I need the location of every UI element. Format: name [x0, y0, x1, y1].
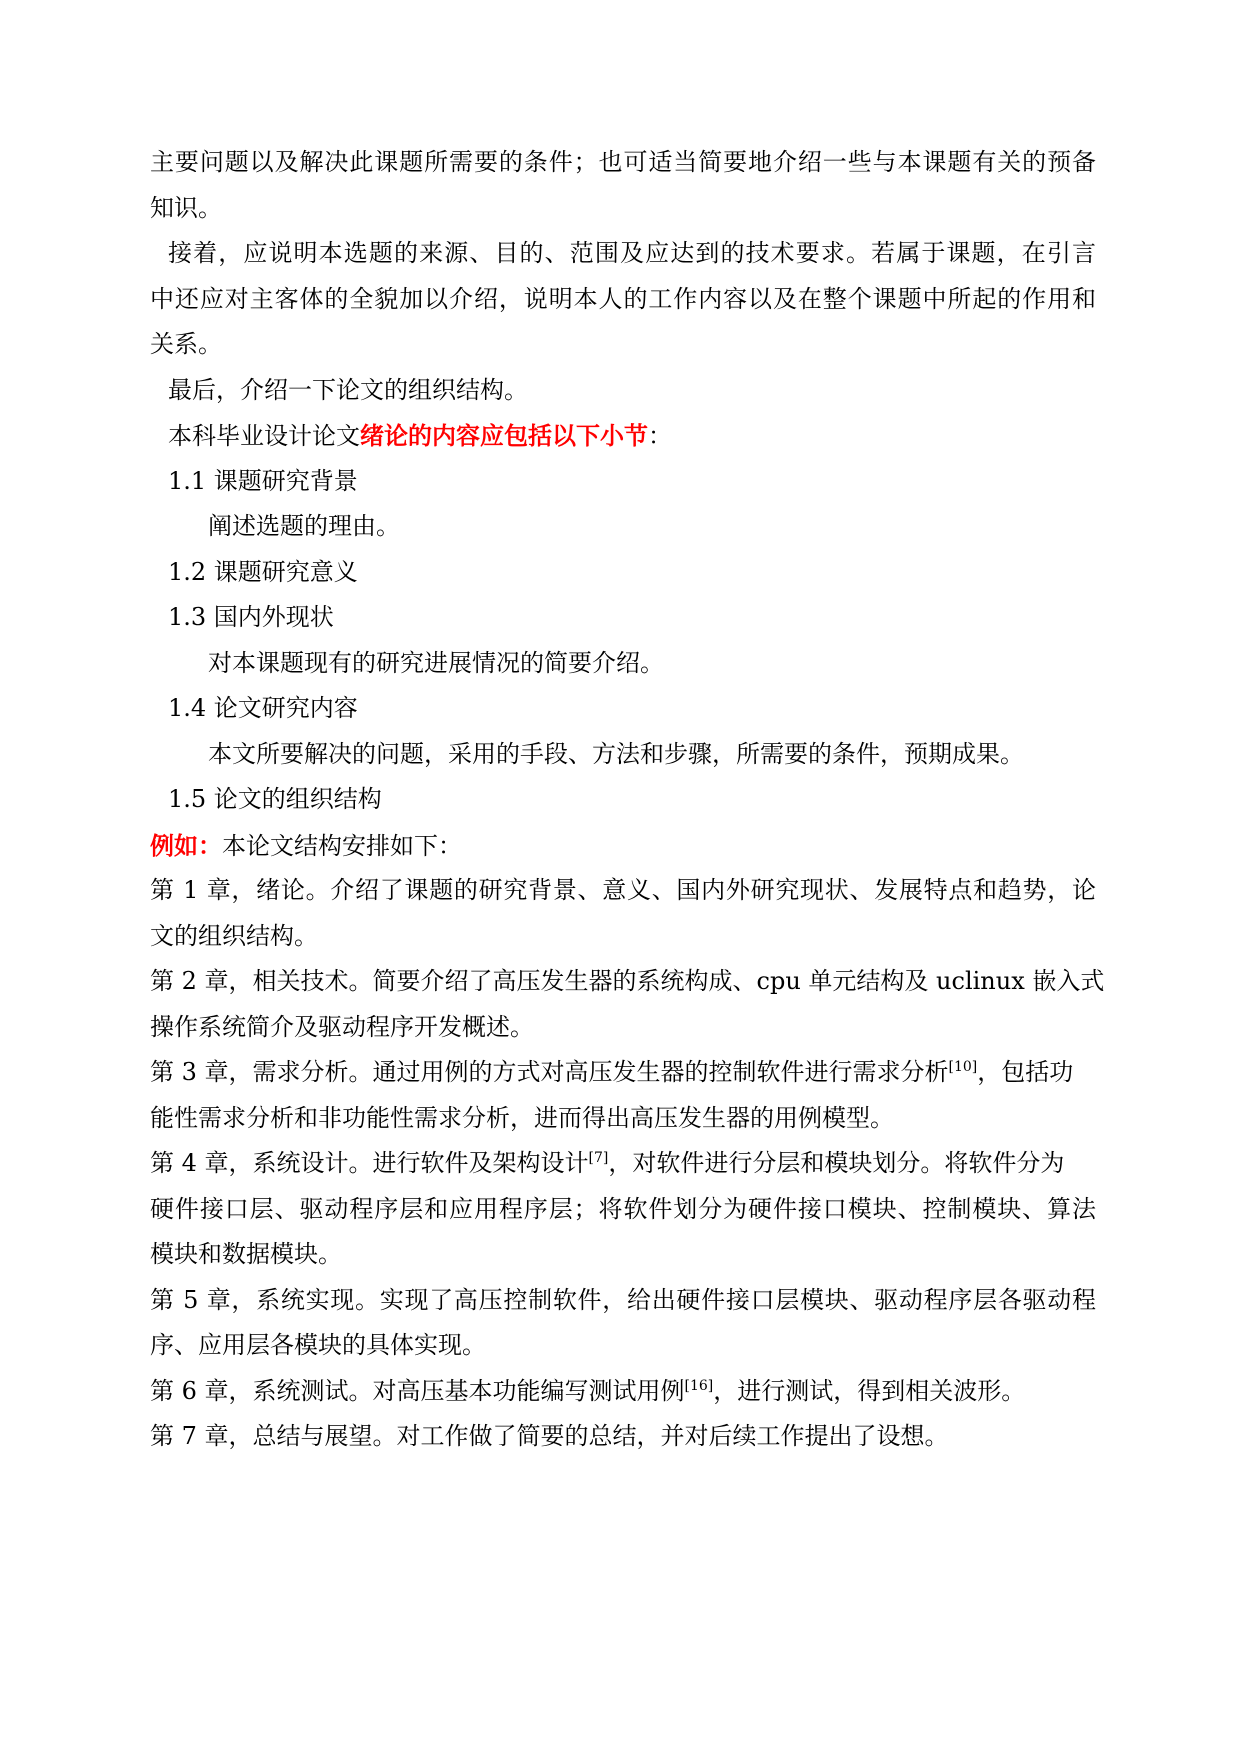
intro-line-1: 主要问题以及解决此课题所需要的条件；也可适当简要地介绍一些与本课题有关的预备 — [150, 148, 1096, 176]
section-1-4-description: 本文所要解决的问题，采用的手段、方法和步骤，所需要的条件，预期成果。 — [208, 739, 1024, 768]
section-1-5-heading: 1.5 论文的组织结构 — [168, 785, 382, 813]
section-1-2-heading: 1.2 课题研究意义 — [168, 557, 358, 586]
chapter-6-text-b: ，进行测试，得到相关波形。 — [713, 1376, 1026, 1405]
example-text: 本论文结构安排如下： — [222, 831, 462, 860]
citation-16: [16] — [684, 1377, 714, 1394]
sections-intro-highlight: 绪论的内容应包括以下小节 — [360, 421, 648, 450]
chapter-3-text-a: 第 3 章，需求分析。通过用例的方式对高压发生器的控制软件进行需求分析 — [150, 1058, 949, 1086]
section-1-1-heading: 1.1 课题研究背景 — [168, 466, 358, 495]
chapter-5-line-1: 第 5 章，系统实现。实现了高压控制软件，给出硬件接口层模块、驱动程序层各驱动程 — [150, 1285, 1096, 1314]
chapter-3-line-1 — [150, 1050, 1096, 1096]
chapter-4-line-1 — [150, 1141, 1096, 1187]
section-1-3-description: 对本课题现有的研究进展情况的简要介绍。 — [208, 648, 664, 677]
chapter-4-text-a: 第 4 章，系统设计。进行软件及架构设计 — [150, 1149, 589, 1177]
intro-line-2: 知识。 — [150, 193, 222, 222]
next-line-2: 中还应对主客体的全貌加以介绍，说明本人的工作内容以及在整个课题中所起的作用和 — [150, 284, 1096, 313]
sections-intro-suffix: ： — [648, 422, 672, 450]
chapter-1-line-1: 第 1 章，绪论。介绍了课题的研究背景、意义、国内外研究现状、发展特点和趋势，论 — [150, 876, 1096, 904]
chapter-7-line: 第 7 章，总结与展望。对工作做了简要的总结，并对后续工作提出了设想。 — [150, 1422, 949, 1450]
next-line-1: 接着，应说明本选题的来源、目的、范围及应达到的技术要求。若属于课题，在引言 — [168, 239, 1096, 267]
section-1-4-heading: 1.4 论文研究内容 — [168, 694, 358, 722]
chapter-3-line-2: 能性需求分析和非功能性需求分析，进而得出高压发生器的用例模型。 — [150, 1103, 894, 1132]
next-line-3: 关系。 — [150, 330, 222, 358]
citation-7: [7] — [588, 1150, 609, 1166]
document-page — [150, 140, 1105, 1460]
section-1-1-description: 阐述选题的理由。 — [208, 512, 400, 540]
section-1-3-heading: 1.3 国内外现状 — [168, 603, 334, 631]
sections-intro-prefix: 本科毕业设计论文 — [168, 422, 360, 450]
finally-line: 最后，介绍一下论文的组织结构。 — [168, 375, 528, 404]
example-line — [150, 823, 1096, 869]
chapter-4-line-2: 硬件接口层、驱动程序层和应用程序层；将软件划分为硬件接口模块、控制模块、算法 — [150, 1194, 1096, 1223]
sections-intro-line — [150, 413, 1096, 459]
chapter-2-line-2: 操作系统简介及驱动程序开发概述。 — [150, 1012, 534, 1041]
citation-10: [10] — [948, 1059, 978, 1075]
chapter-4-line-3: 模块和数据模块。 — [150, 1240, 342, 1268]
example-label: 例如： — [150, 830, 222, 860]
chapter-3-text-b: ，包括功 — [977, 1058, 1074, 1086]
chapter-5-line-2: 序、应用层各模块的具体实现。 — [150, 1331, 486, 1359]
chapter-6-text-a: 第 6 章，系统测试。对高压基本功能编写测试用例 — [150, 1376, 685, 1405]
chapter-2-line-1: 第 2 章，相关技术。简要介绍了高压发生器的系统构成、cpu 单元结构及 uclinux 嵌入式 — [150, 967, 1105, 995]
chapter-1-line-2: 文的组织结构。 — [150, 921, 318, 950]
chapter-6-line — [150, 1369, 1096, 1415]
chapter-4-text-b: ，对软件进行分层和模块划分。将软件分为 — [608, 1149, 1065, 1177]
